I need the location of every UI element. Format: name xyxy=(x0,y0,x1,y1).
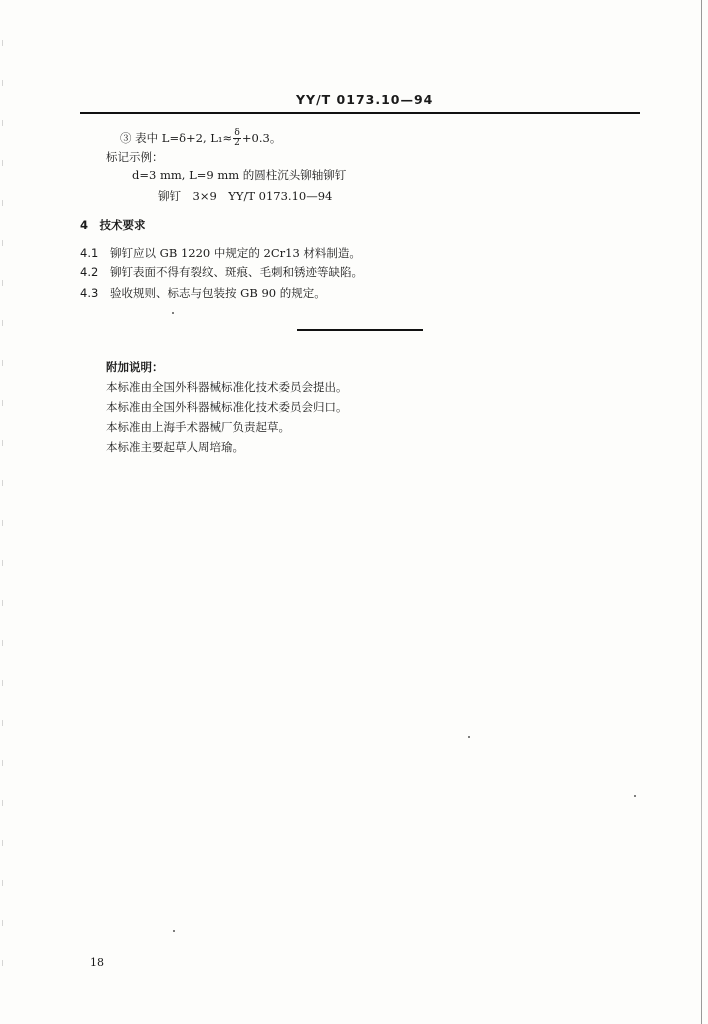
fraction-numerator: δ xyxy=(234,128,240,138)
clause-text: 铆钉应以 GB 1220 中规定的 2Cr13 材料制造。 xyxy=(110,246,361,260)
end-of-text-rule xyxy=(297,329,423,331)
clause-4-3 xyxy=(80,288,326,300)
fraction-denominator: 2 xyxy=(234,138,240,149)
scan-right-edge xyxy=(701,0,702,1024)
scan-speck xyxy=(173,930,175,932)
clause-text: 验收规则、标志与包装按 GB 90 的规定。 xyxy=(110,286,326,300)
scan-speck xyxy=(468,736,470,738)
clause-number: 4.2 xyxy=(80,265,99,279)
scan-left-edge xyxy=(2,40,3,990)
addendum-line: 本标准由全国外科器械标准化技术委员会归口。 xyxy=(106,400,348,414)
formula-note-suffix: +0.3。 xyxy=(241,130,282,145)
scan-speck xyxy=(172,312,174,314)
marking-example-heading: 标记示例： xyxy=(106,150,164,164)
marking-example-code: 铆钉 3×9 YY/T 0173.10—94 xyxy=(158,189,333,203)
formula-fraction xyxy=(233,129,241,149)
formula-note-prefix: ③ 表中 L=δ+2, L₁≈ xyxy=(120,130,233,145)
clause-number: 4.1 xyxy=(80,246,99,260)
header-rule xyxy=(80,112,640,114)
clause-4-2 xyxy=(80,267,363,279)
formula-note xyxy=(120,129,281,149)
section-heading: 4 技术要求 xyxy=(80,218,146,232)
addendum-title: 附加说明： xyxy=(106,360,164,374)
addendum-line: 本标准主要起草人周培瑜。 xyxy=(106,440,244,454)
scan-speck xyxy=(634,795,636,797)
addendum-line: 本标准由全国外科器械标准化技术委员会提出。 xyxy=(106,380,348,394)
clause-number: 4.3 xyxy=(80,286,99,300)
marking-example-spec: d=3 mm, L=9 mm 的圆柱沉头铆轴铆钉 xyxy=(132,168,347,182)
addendum-line: 本标准由上海手术器械厂负责起草。 xyxy=(106,420,290,434)
clause-4-1 xyxy=(80,248,361,260)
clause-text: 铆钉表面不得有裂纹、斑痕、毛刺和锈迹等缺陷。 xyxy=(110,265,363,279)
page-number: 18 xyxy=(90,956,104,969)
standard-code-header: YY/T 0173.10—94 xyxy=(296,92,434,107)
